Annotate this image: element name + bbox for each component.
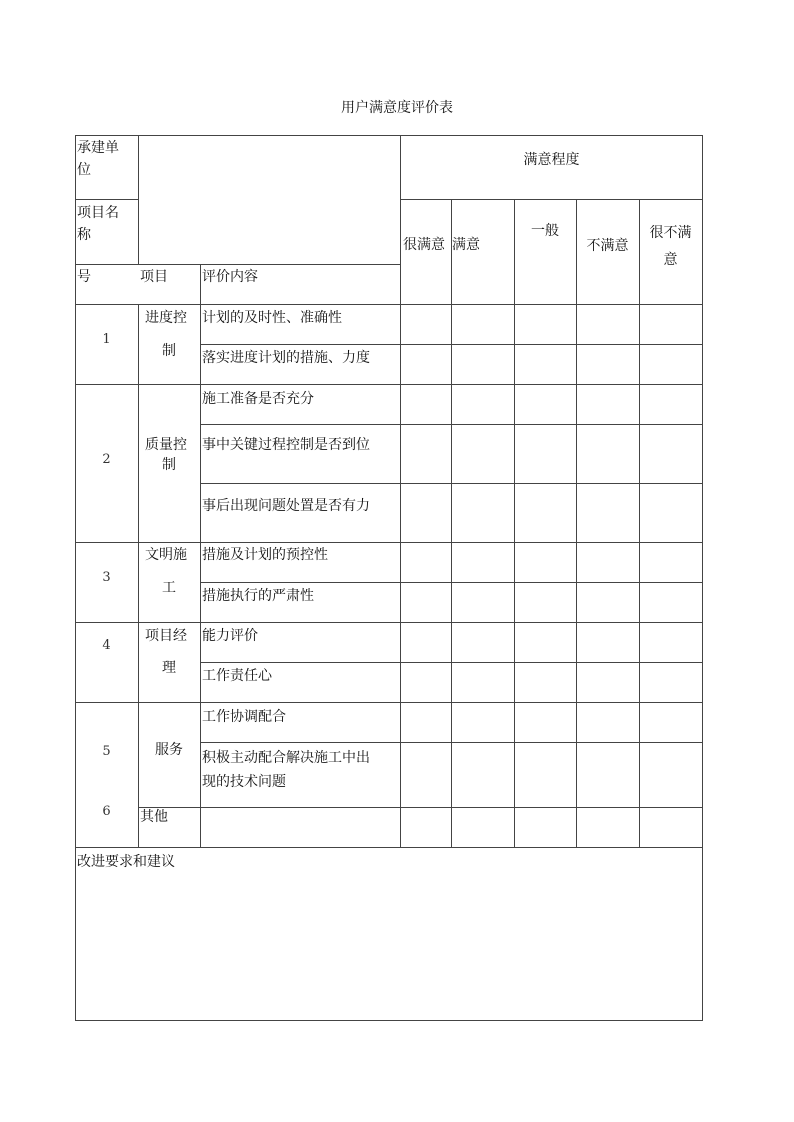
row-item: 质量控 [145, 437, 187, 453]
row-item: 文明施 [145, 547, 187, 563]
rating-average: 一般 [531, 223, 559, 239]
col-header-no: 号 [77, 269, 91, 285]
row-content: 计划的及时性、准确性 [202, 310, 342, 326]
row-content: 措施执行的严肃性 [202, 588, 314, 604]
col-divider [514, 199, 515, 848]
row-divider [75, 384, 703, 385]
col-divider [138, 304, 139, 848]
rating-very-dissatisfied-cont: 意 [663, 252, 678, 268]
row-divider [75, 542, 703, 543]
row-divider [400, 199, 703, 200]
suggestions-label: 改进要求和建议 [77, 854, 175, 870]
row-divider [75, 199, 138, 200]
row-item: 服务 [155, 742, 183, 758]
row-number: 4 [102, 638, 111, 653]
satisfaction-degree-header: 满意程度 [523, 152, 580, 168]
col-divider [576, 199, 577, 848]
row-divider [75, 847, 703, 848]
row-item-cont: 理 [162, 660, 176, 676]
col-divider [138, 135, 139, 265]
row-content: 施工准备是否充分 [202, 391, 314, 407]
row-divider [138, 807, 703, 808]
row-content: 工作协调配合 [202, 709, 286, 725]
row-divider [75, 622, 703, 623]
col-divider [451, 199, 452, 848]
suggestions-area[interactable] [76, 872, 702, 1019]
rating-dissatisfied: 不满意 [586, 238, 629, 254]
project-name-label: 项目名 [77, 205, 119, 221]
project-name-label-cont: 称 [77, 227, 91, 243]
row-divider [75, 304, 703, 305]
row-content: 事后出现问题处置是否有力 [202, 498, 370, 514]
row-item-cont: 制 [162, 457, 176, 473]
row-number: 3 [102, 570, 111, 585]
rating-very-dissatisfied: 很不满 [649, 225, 692, 241]
row-divider [75, 264, 400, 265]
table-border-bottom [75, 1020, 703, 1021]
rating-very-satisfied: 很满意 [403, 237, 445, 253]
col-header-content: 评价内容 [202, 269, 258, 285]
row-divider [75, 702, 703, 703]
col-divider [639, 199, 640, 848]
row-content-cont: 现的技术问题 [202, 774, 286, 790]
col-divider [400, 135, 401, 848]
row-number: 1 [102, 332, 111, 347]
row-item: 项目经 [145, 628, 187, 644]
col-divider [200, 264, 201, 848]
table-border-right [702, 135, 703, 1021]
rating-satisfied: 满意 [452, 237, 480, 253]
col-header-item: 项目 [140, 269, 168, 285]
row-content: 工作责任心 [202, 668, 272, 684]
page-title: 用户满意度评价表 [341, 100, 453, 116]
row-number: 6 [102, 804, 111, 819]
row-content: 事中关键过程控制是否到位 [202, 437, 370, 453]
contractor-label-cont: 位 [77, 162, 91, 178]
row-number: 2 [102, 452, 111, 467]
row-content: 积极主动配合解决施工中出 [202, 750, 370, 766]
row-content: 落实进度计划的措施、力度 [202, 350, 370, 366]
row-content: 能力评价 [202, 628, 258, 644]
row-item: 进度控 [145, 310, 187, 326]
row-item-cont: 工 [162, 580, 176, 596]
contractor-label: 承建单 [77, 140, 119, 156]
table-border-top [75, 135, 703, 136]
row-item-cont: 制 [162, 343, 176, 359]
row-content: 措施及计划的预控性 [202, 547, 328, 563]
row-number: 5 [102, 744, 111, 759]
row-item: 其他 [140, 809, 168, 825]
